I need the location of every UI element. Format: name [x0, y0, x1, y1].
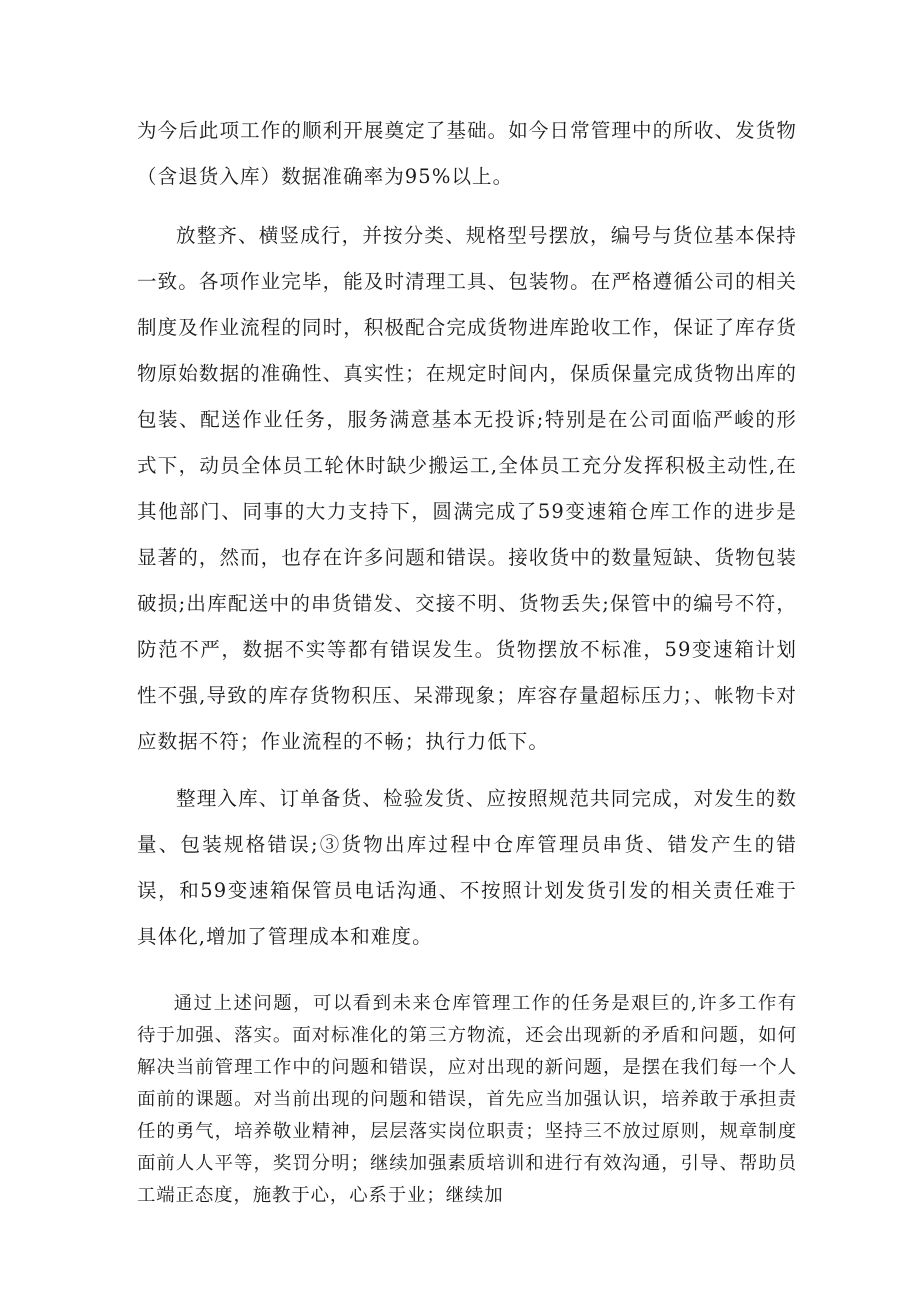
- paragraph-4: 通过上述问题，可以看到未来仓库管理工作的任务是艰巨的,许多工作有待于加强、落实。面对标准化的第三方物流，还会出现新的矛盾和问题，如何解决当前管理工作中的问题和错误，应对出现的新问题，是摆在我们每一个人面前的课题。对当前出现的问题和错误，首先应当加强认识，培养敢于承担责任的勇气，培养敬业精神，层层落实岗位职责；坚持三不放过原则，规章制度面前人人平等，奖罚分明；继续加强素质培训和进行有效沟通，引导、帮助员工端正态度，施教于心，心系于业；继续加: [137, 993, 797, 1206]
- document-body: [137, 108, 797, 1212]
- paragraph-1: 为今后此项工作的顺利开展奠定了基础。如今日常管理中的所收、发货物（含退货入库）数据准确率为95%以上。: [137, 119, 797, 188]
- paragraph-2: 放整齐、横竖成行，并按分类、规格型号摆放，编号与货位基本保持一致。各项作业完毕，能及时清理工具、包装物。在严格遵循公司的相关制度及作业流程的同时，积极配合完成货物进库跄收工作，保证了库存货物原始数据的准确性、真实性；在规定时间内，保质保量完成货物出库的包装、配送作业任务，服务满意基本无投诉;特别是在公司面临严峻的形式下，动员全体员工轮休时缺少搬运工,全体员工充分发挥积极主动性,在其他部门、同事的大力支持下，圆满完成了59变速箱仓库工作的进步是显著的，然而，也存在许多问题和错误。接收货中的数量短缺、货物包装破损;出库配送中的串货错发、交接不明、货物丢失;保管中的编号不符，防范不严，数据不实等都有错误发生。货物摆放不标准，59变速箱计划性不强,导致的库存货物积压、呆滞现象；库容存量超标压力；、帐物卡对应数据不符；作业流程的不畅；执行力低下。: [137, 224, 797, 753]
- paragraph-3: 整理入库、订单备货、检验发货、应按照规范共同完成，对发生的数量、包装规格错误;③货物出库过程中仓库管理员串货、错发产生的错误，和59变速箱保管员电话沟通、不按照计划发货引发的相关责任难于具体化,增加了管理成本和难度。: [137, 787, 797, 948]
